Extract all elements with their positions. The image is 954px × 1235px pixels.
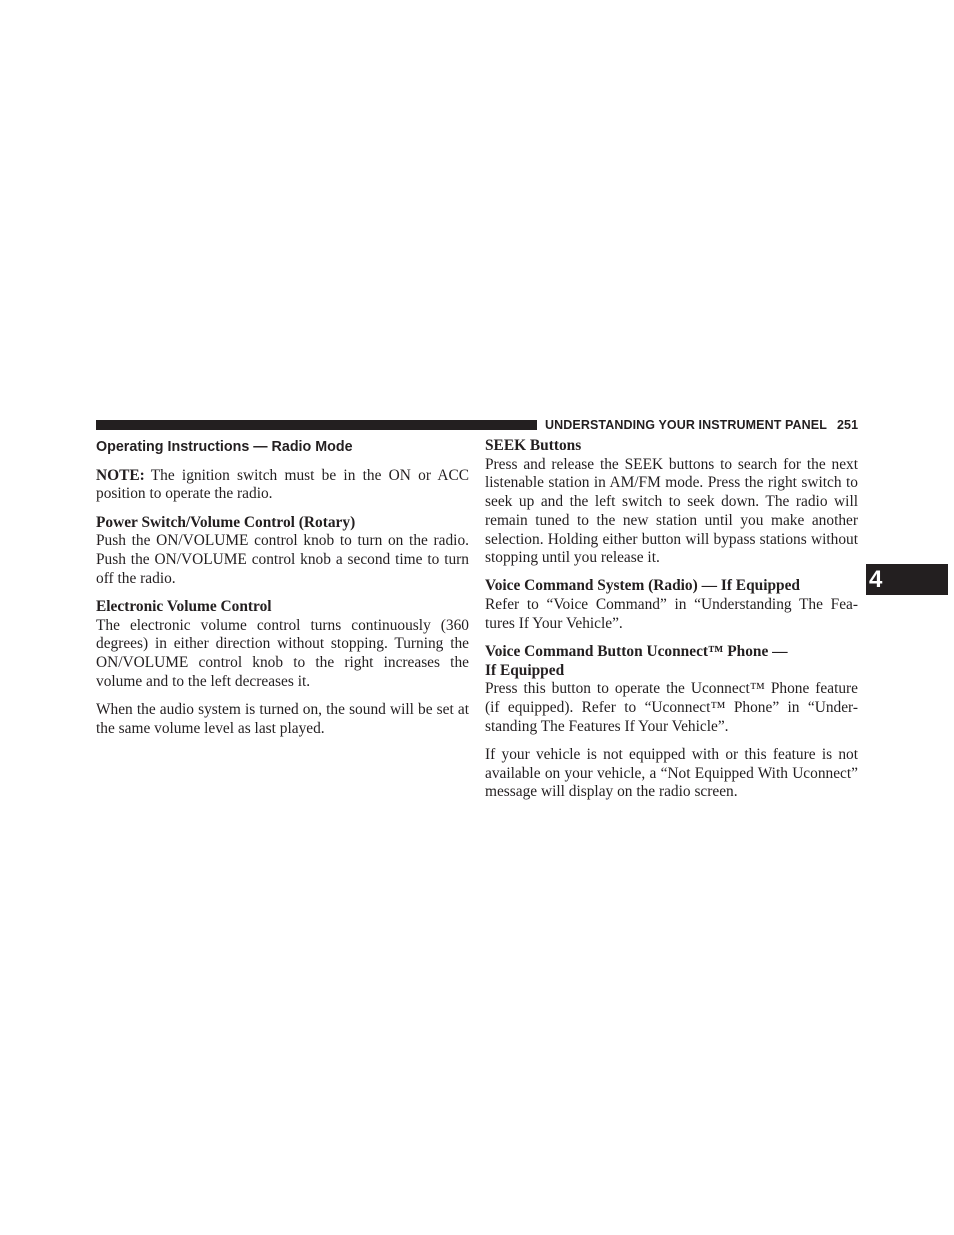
running-header: [545, 417, 858, 433]
page-number: 251: [836, 418, 859, 432]
voice-command-text: Refer to “Voice Command” in “Understanding The Fea-tures If Your Vehicle”.: [485, 596, 858, 632]
note-paragraph: [96, 467, 469, 504]
volume-control-heading: Electronic Volume Control: [96, 597, 272, 615]
uconnect-text: Press this button to operate the Uconnect™ Phone feature (if equipped). Refer to “Uconnect™ Phone” in “Under-standing The Features If Your Vehicle”.: [485, 680, 858, 735]
volume-level-text: When the audio system is turned on, the sound will be set at the same volume level as last played.: [96, 700, 469, 737]
seek-buttons-text: Press and release the SEEK buttons to search for the next listenable station in AM/FM mode. Press the right switch to seek up and the left switch to seek down. The radio will remain tuned to the new station until you make another selection. Holding either button will bypass stations without stopping until you release it.: [485, 455, 858, 567]
section-title: Operating Instructions — Radio Mode: [96, 439, 353, 455]
uconnect-heading-line-2: If Equipped: [485, 661, 565, 679]
chapter-number: 4: [869, 566, 883, 593]
uconnect-heading-line-1: Voice Command Button Uconnect™ Phone —: [485, 643, 788, 661]
left-column: [96, 437, 469, 748]
seek-buttons-heading: SEEK Buttons: [485, 437, 582, 454]
note-text: The ignition switch must be in the ON or ACC position to operate the radio.: [96, 466, 469, 503]
header-rule: [96, 420, 537, 430]
volume-control-text: The electronic volume control turns continuously (360 degrees) in either direction without stopping. Turning the ON/VOLUME control knob to the right increases the volume and to the left decreases it.: [96, 616, 469, 690]
power-switch-heading: Power Switch/Volume Control (Rotary): [96, 513, 356, 531]
voice-command-heading: Voice Command System (Radio) — If Equipped: [485, 577, 800, 595]
note-label: NOTE:: [96, 466, 145, 484]
power-switch-text: Push the ON/VOLUME control knob to turn on the radio. Push the ON/VOLUME control knob a second time to turn off the radio.: [96, 532, 469, 587]
right-column: [485, 437, 858, 812]
uconnect-not-equipped-text: If your vehicle is not equipped with or this feature is not available on your vehicle, a “Not Equipped With Uconnect” message will display on the radio screen.: [485, 746, 858, 801]
header-section-title: UNDERSTANDING YOUR INSTRUMENT PANEL: [545, 418, 827, 432]
chapter-tab: [866, 564, 948, 595]
